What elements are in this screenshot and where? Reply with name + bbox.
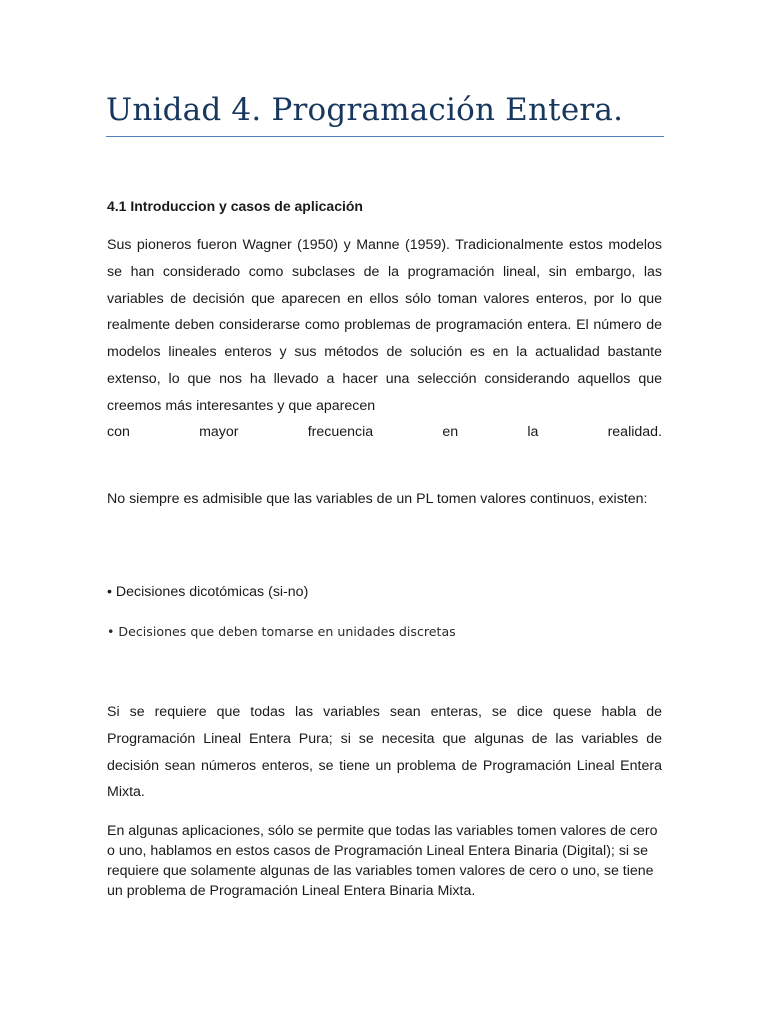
- page-title: Unidad 4. Programación Entera.: [106, 92, 624, 128]
- bullet-item-discrete-units: • Decisiones que deben tomarse en unidades discretas: [107, 624, 456, 639]
- paragraph-intro-last-line: con mayor frecuencia en la realidad.: [107, 424, 662, 440]
- title-underline-divider: [106, 136, 664, 137]
- paragraph-admissibility: No siempre es admisible que las variables de un PL tomen valores continuos, existen:: [107, 491, 648, 507]
- paragraph-binary: En algunas aplicaciones, sólo se permite que todas las variables tomen valores de cero o uno, hablamos en estos casos de Programación Lineal Entera Binaria (Digital); si se requiere que solamente algunas de las variables tomen valores de cero o uno, se tiene un problema de Programación Lineal Entera Binaria Mixta.: [107, 823, 658, 899]
- bullet-item-dichotomous: • Decisiones dicotómicas (si-no): [107, 584, 309, 600]
- paragraph-intro: Sus pioneros fueron Wagner (1950) y Manne (1959). Tradicionalmente estos modelos se han considerado como subclases de la programación lineal, sin embargo, las variables de decisión que aparecen en ellos sólo toman valores enteros, por lo que realmente deben considerarse como problemas de programación entera. El número de modelos lineales enteros y sus métodos de solución es en la actualidad bastante extenso, lo que nos ha llevado a hacer una selección considerando aquellos que creemos más interesantes y que aparecen: [107, 237, 662, 414]
- paragraph-pure-mixed: Si se requiere que todas las variables sean enteras, se dice quese habla de Programación Lineal Entera Pura; si se necesita que algunas de las variables de decisión sean números enteros, se tiene un problema de Programación Lineal Entera Mixta.: [107, 704, 662, 801]
- section-heading: 4.1 Introduccion y casos de aplicación: [107, 198, 363, 214]
